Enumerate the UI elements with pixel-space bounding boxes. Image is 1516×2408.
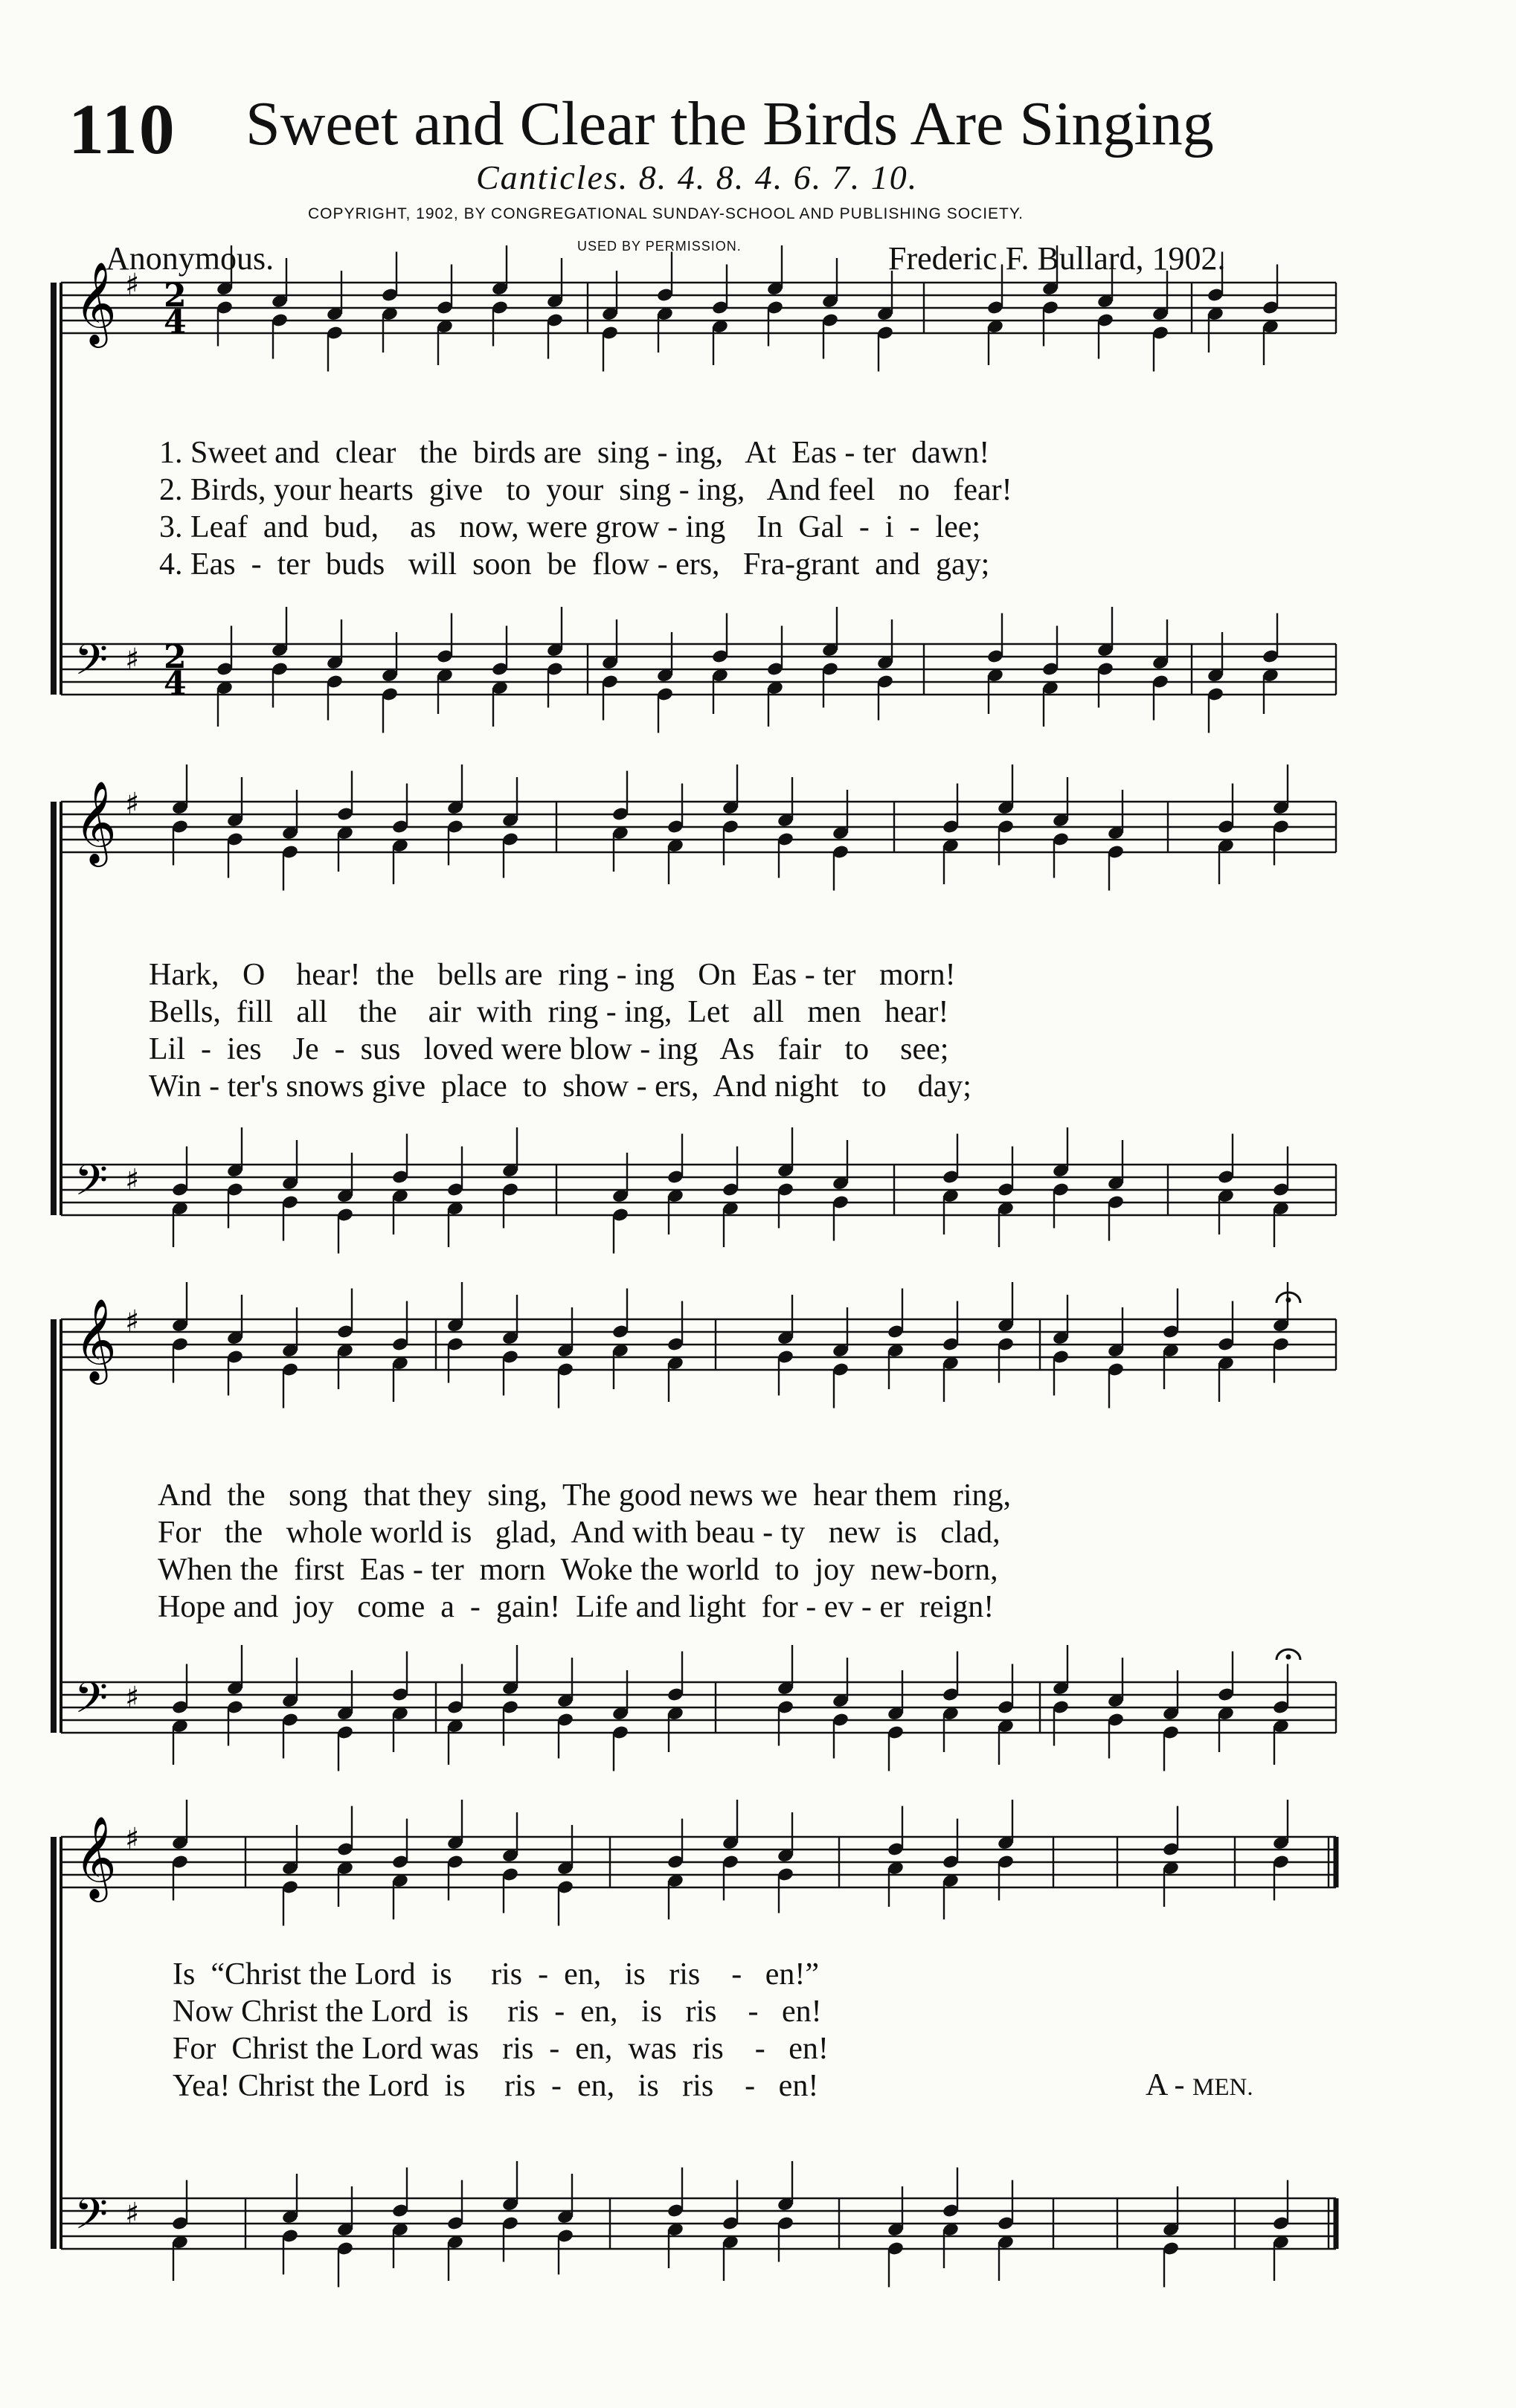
sharp-key-signature: ♯ [125,2197,140,2231]
bass-clef: 𝄢 [74,1673,109,1733]
verse-4-line-2: Win - ter's snows give place to show - ers, And night to day; [149,1069,971,1104]
treble-clef: 𝄞 [74,1815,117,1899]
time-signature-top: 2 [164,638,187,676]
verse-3-line-3: When the first Eas - ter morn Woke the world to joy new-born, [158,1553,998,1587]
bass-clef: 𝄢 [74,1155,109,1216]
verse-1-line-4: Is “Christ the Lord is ris - en, is ris - en!” [173,1957,820,1992]
treble-clef: 𝄞 [74,780,117,863]
verse-2-line-4: Now Christ the Lord is ris - en, is ris - en! [173,1995,822,2029]
verse-1-line-2: Hark, O hear! the bells are ring - ing On Eas - ter morn! [149,958,956,992]
amen [1146,2067,1253,2103]
time-signature-bottom: 4 [164,303,187,341]
verse-1-line-3: And the song that they sing, The good news we hear them ring, [158,1478,1012,1513]
verse-2-line-2: Bells, fill all the air with ring - ing, Let all men hear! [149,995,949,1029]
sharp-key-signature: ♯ [125,1304,140,1339]
verse-4-line-3: Hope and joy come a - gain! Life and light for - ev - er reign! [158,1590,995,1624]
hymn-title: Sweet and Clear the Birds Are Singing [245,89,1214,158]
treble-clef: 𝄞 [74,1298,117,1381]
sharp-key-signature: ♯ [125,1681,140,1715]
sharp-key-signature: ♯ [125,787,140,821]
verse-1-line-1: 1. Sweet and clear the birds are sing - ing, At Eas - ter dawn! [159,436,990,470]
verse-4-line-1: 4. Eas - ter buds will soon be flow - ers, Fra-grant and gay; [159,547,990,582]
time-signature-top: 2 [164,277,187,315]
sharp-key-signature: ♯ [125,1163,140,1197]
fermata-dot [1286,1655,1291,1660]
copyright-notice: COPYRIGHT, 1902, BY CONGREGATIONAL SUNDAY-SCHOOL AND PUBLISHING SOCIETY. [308,205,1024,222]
hymn-number: 110 [68,89,176,169]
bass-clef: 𝄢 [74,2189,109,2250]
bass-clef: 𝄢 [74,634,109,695]
fermata-dot [1286,1298,1291,1303]
meter-line: Canticles. 8. 4. 8. 4. 6. 7. 10. [476,158,919,196]
sharp-key-signature: ♯ [125,268,140,302]
verse-3-line-1: 3. Leaf and bud, as now, were grow - ing In Gal - i - lee; [159,510,981,544]
verse-2-line-1: 2. Birds, your hearts give to your sing - ing, And feel no fear! [159,473,1012,507]
verse-3-line-2: Lil - ies Je - sus loved were blow - ing As fair to see; [149,1032,949,1066]
sharp-key-signature: ♯ [125,643,140,677]
time-signature-bottom: 4 [164,665,187,703]
treble-clef: 𝄞 [74,261,117,344]
verse-4-line-4: Yea! Christ the Lord is ris - en, is ris - en! [173,2069,819,2103]
verse-2-line-3: For the whole world is glad, And with beau - ty new is clad, [158,1516,1001,1550]
permission-notice: USED BY PERMISSION. [577,239,742,254]
sharp-key-signature: ♯ [125,1822,140,1856]
lyricist: Anonymous. [106,240,274,277]
amen-a: A - [1146,2068,1192,2102]
amen-men: MEN. [1192,2074,1253,2101]
composer: Frederic F. Bullard, 1902. [888,240,1226,277]
verse-3-line-4: For Christ the Lord was ris - en, was ris - en! [173,2032,829,2066]
